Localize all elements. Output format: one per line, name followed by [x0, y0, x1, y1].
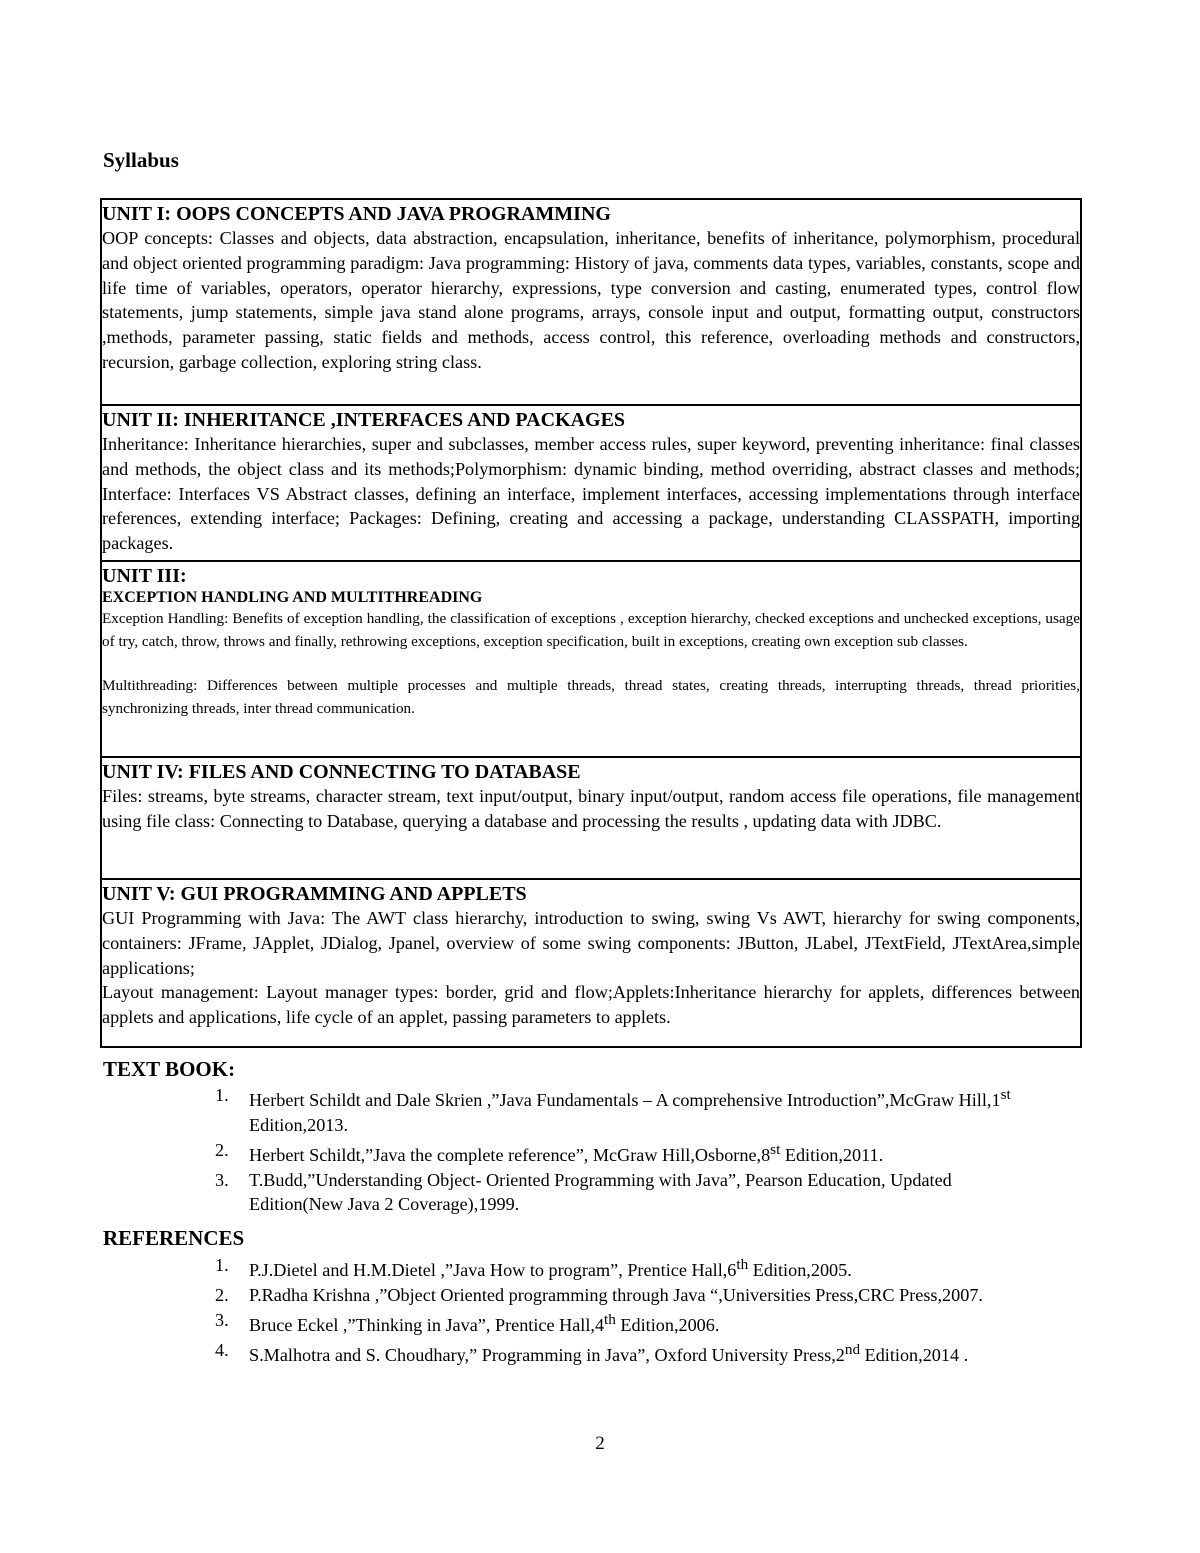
citation-edition: Edition,2013. — [249, 1114, 349, 1135]
citation-text: S.Malhotra and S. Choudhary,” Programming in Java”, Oxford University Press,2 — [249, 1344, 845, 1365]
unit-5 — [102, 880, 1080, 1046]
citation-text: Bruce Eckel ,”Thinking in Java”, Prentice Hall,4 — [249, 1314, 605, 1335]
citation-text: P.J.Dietel and H.M.Dietel ,”Java How to program”, Prentice Hall,6 — [249, 1260, 737, 1281]
unit-heading: UNIT IV: FILES AND CONNECTING TO DATABASE — [102, 761, 581, 783]
unit-description — [102, 906, 1080, 1030]
unit-1 — [102, 200, 1080, 406]
unit-paragraph: Layout management: Layout manager types: border, grid and flow;Applets:Inheritance hierarchy for applets, differences between applets and applications, life cycle of an applet, passing parameters to applets. — [102, 982, 1080, 1028]
citation-edition: Edition,2011. — [780, 1144, 884, 1165]
unit-paragraph: Exception Handling: Benefits of exception handling, the classification of exceptions , exception hierarchy, checked exceptions and unchecked exceptions, usage of try, catch, throw, throws and finally, rethrowing exceptions, exception specification, built in exceptions, creating own exception sub classes. — [102, 610, 1080, 650]
unit-paragraph: Inheritance: Inheritance hierarchies, super and subclasses, member access rules, super keyword, preventing inheritance: final classes and methods, the object class and its methods;Polymorphism: dynamic binding, method overriding, abstract classes and methods; Interface: Interfaces VS Abstract classes, defining an interface, implement interfaces, accessing implementations through interface references, extending interface; Packages: Defining, creating and accessing a package, understanding CLASSPATH, importing packages. — [102, 434, 1080, 554]
page-title: Syllabus — [103, 148, 179, 172]
unit-paragraph: GUI Programming with Java: The AWT class hierarchy, introduction to swing, swing Vs AWT, hierarchy for swing components, containers: JFrame, JApplet, JDialog, Jpanel, overview of some swing components: JButton, JLabel, JTextField, JTextArea,simple applications; — [102, 908, 1080, 978]
citation-edition: Edition,2014 . — [860, 1344, 969, 1365]
unit-description — [102, 432, 1080, 556]
text-book-item — [215, 1168, 1035, 1218]
unit-3 — [102, 562, 1080, 758]
citation-edition: Edition,2005. — [748, 1260, 852, 1281]
unit-description — [102, 784, 1080, 834]
citation-text: Herbert Schildt and Dale Skrien ,”Java Fundamentals – A comprehensive Introduction”,McGraw Hill,1 — [249, 1090, 1001, 1111]
reference-item — [215, 1253, 1035, 1283]
unit-4 — [102, 758, 1080, 880]
unit-heading: UNIT II: INHERITANCE ,INTERFACES AND PACKAGES — [102, 409, 626, 431]
references-list — [215, 1253, 1035, 1367]
citation-text: Herbert Schildt,”Java the complete reference”, McGraw Hill,Osborne,8 — [249, 1144, 771, 1165]
citation-text: T.Budd,”Understanding Object- Oriented Programming with Java”, Pearson Education, Updated Edition(New Java 2 Coverage),1999. — [249, 1169, 952, 1215]
unit-subheading: EXCEPTION HANDLING AND MULTITHREADING — [102, 589, 483, 606]
ordinal-suffix: th — [736, 1256, 749, 1273]
ordinal-suffix: st — [770, 1140, 781, 1158]
unit-heading: UNIT I: OOPS CONCEPTS AND JAVA PROGRAMMING — [102, 203, 611, 225]
citation-text: P.Radha Krishna ,”Object Oriented programming through Java “,Universities Press,CRC Press,2007. — [249, 1284, 983, 1305]
unit-2 — [102, 406, 1080, 562]
citation-edition: Edition,2006. — [615, 1314, 720, 1335]
text-book-heading: TEXT BOOK: — [103, 1057, 236, 1081]
item-number: 2. — [215, 1284, 229, 1305]
text-book-list — [215, 1083, 1035, 1217]
unit-paragraph: OOP concepts: Classes and objects, data abstraction, encapsulation, inheritance, benefits of inheritance, polymorphism, procedural and object oriented programming paradigm: Java programming: History of java, comments data types, variables, constants, scope and life time of variables, operators, operator hierarchy, expressions, type conversion and casting, enumerated types, control flow statements, jump statements, simple java stand alone programs, arrays, console input and output, formatting output, constructors ,methods, parameter passing, static fields and methods, access control, this reference, overloading methods and constructors, recursion, garbage collection, exploring string class. — [102, 228, 1080, 372]
reference-item — [215, 1308, 1035, 1338]
syllabus-units-table — [100, 198, 1082, 1048]
item-number: 1. — [215, 1255, 229, 1275]
references-heading: REFERENCES — [103, 1226, 245, 1250]
text-book-item — [215, 1138, 1035, 1168]
unit-heading: UNIT III: — [102, 565, 187, 587]
page-number: 2 — [595, 1433, 605, 1454]
ordinal-suffix: st — [1000, 1086, 1011, 1103]
unit-paragraph: Multithreading: Differences between multiple processes and multiple threads, thread states, creating threads, interrupting threads, thread priorities, synchronizing threads, inter thread communication. — [102, 677, 1080, 717]
unit-paragraph: Files: streams, byte streams, character stream, text input/output, binary input/output, random access file operations, file management using file class: Connecting to Database, querying a database and processing the results , updating data with JDBC. — [102, 786, 1080, 831]
text-book-item — [215, 1083, 1035, 1138]
reference-item — [215, 1283, 1035, 1308]
unit-description — [102, 608, 1080, 720]
item-number: 3. — [215, 1169, 229, 1190]
item-number: 3. — [215, 1309, 229, 1330]
unit-heading: UNIT V: GUI PROGRAMMING AND APPLETS — [102, 883, 527, 905]
ordinal-suffix: nd — [844, 1340, 861, 1358]
unit-description — [102, 226, 1080, 375]
item-number: 2. — [215, 1139, 229, 1160]
reference-item — [215, 1338, 1035, 1368]
item-number: 1. — [215, 1085, 229, 1105]
item-number: 4. — [215, 1339, 229, 1360]
ordinal-suffix: th — [604, 1310, 616, 1328]
